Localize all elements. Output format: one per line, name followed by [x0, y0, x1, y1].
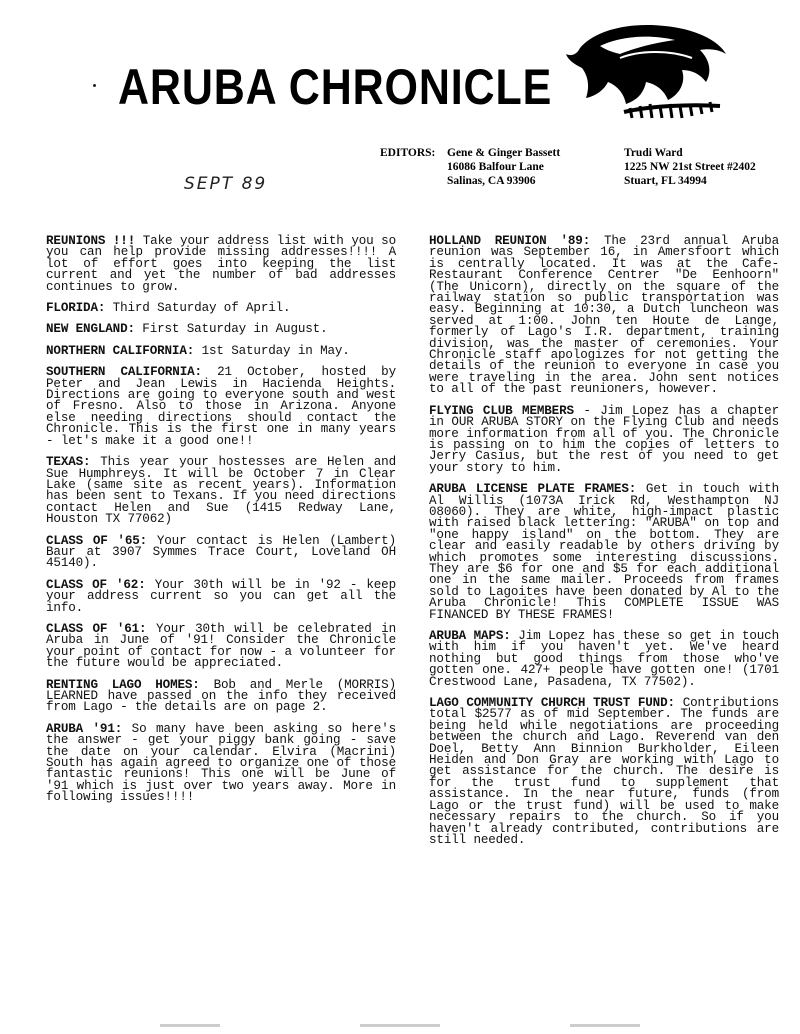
item-heading: CLASS OF '61: [46, 621, 147, 636]
item-body: So many have been asking so here's the answer - get your piggy bank going - save the date on your calendar. Elvira (Macrini) South has again agreed to organize one of those fantastic reunions! This one will be June of '91 which is just over two years away. More in following issues!!!! [46, 721, 397, 805]
editors-right-line: 1225 NW 21st Street #2402 [624, 161, 756, 173]
handwritten-date: SEPT 89 [184, 174, 268, 194]
right-column [429, 236, 779, 856]
item-heading: HOLLAND REUNION '89: [429, 234, 591, 248]
item-heading: FLYING CLUB MEMBERS [429, 403, 574, 418]
item-body: 21 October, hosted by Peter and Jean Lewis in Hacienda Heights. Directions are going to everyone south and west of Fresno. Also to those in Arizona. Anyone else needing directions should contact the Chronicle. This is the first one in many years - let's make it a good one!! [46, 365, 397, 448]
item-body: Your 30th will be in '92 - keep your address current so you can get all the info. [46, 577, 396, 615]
item-body: Contributions total $2577 as of mid September. The funds are being held while negotiations are proceeding between the church and Lago. Reverend van den Doel, Betty Ann Binnion Burkholder, Eileen Heiden and Don Gray are working with Lago to get assistance for the church. The desire is for the trust fund to supplement that assistance. In the near future, funds (from Lago or the trust fund) will be used to make necessary repairs to the church. So if you haven't already contributed, contributions are still needed. [429, 696, 779, 847]
item-heading: NEW ENGLAND: [46, 322, 135, 337]
item-heading: FLORIDA: [46, 301, 106, 316]
news-item [46, 721, 397, 805]
item-body: This year your hostesses are Helen and Sue Humphreys. It will be October 7 in Clear Lake (same site as recent years). Information has been sent to Texans. If you need directions contact Helen and Sue (1415 Redway Lane, Houston TX 77062) [46, 455, 396, 527]
editors-right-line: Stuart, FL 34994 [624, 175, 707, 187]
editors-left-address [447, 146, 560, 188]
news-item [429, 631, 779, 688]
news-item [46, 677, 396, 715]
item-body: Bob and Merle (MORRIS) LEARNED have passed on the info they received from Lago - the details are on page 2. [46, 677, 396, 715]
item-body: First Saturday in August. [134, 322, 328, 337]
news-item [429, 403, 779, 475]
mustache-logo-icon [560, 20, 730, 120]
item-body: Your 30th will be celebrated in Aruba in June of '91! Consider the Chronicle your point of contact for now - a volunteer for the future would be appreciated. [46, 621, 396, 671]
item-heading: TEXAS: [46, 455, 91, 470]
editors-left-line: 16086 Balfour Lane [447, 161, 544, 173]
item-body: Get in touch with Al Willis (1073A Irick Rd, Westhampton NJ 08060). They are white, high-impact plastic with raised black lettering: "ARUBA" on top and "one happy island" on the bottom. They are clear and easily readable by others driving by which promotes some interesting discussions. They are $6 for one and $5 for each additional one in the same mailer. Proceeds from frames sold to Lagoites have been donated by Al to the Aruba Chronicle! This COMPLETE ISSUE WAS FINANCED BY THESE FRAMES! [429, 482, 779, 622]
left-column [46, 236, 396, 814]
editors-right-line: Trudi Ward [624, 147, 683, 159]
editors-left-line: Salinas, CA 93906 [447, 175, 536, 187]
item-heading: NORTHERN CALIFORNIA: [46, 343, 195, 358]
item-heading: LAGO COMMUNITY CHURCH TRUST FUND: [429, 696, 675, 711]
item-body: 1st Saturday in May. [194, 343, 350, 358]
news-item [46, 303, 396, 314]
item-body: - Jim Lopez has a chapter in OUR ARUBA STORY on the Flying Club and needs more information from all of you. The Chronicle is passing on to him the copies of letters to Jerry Casius, but the rest of you need to get your story to him. [429, 403, 779, 475]
item-heading: CLASS OF '62: [46, 577, 146, 592]
news-item [46, 324, 396, 335]
item-heading: SOUTHERN CALIFORNIA: [46, 365, 202, 380]
item-heading: REUNIONS !!! [46, 234, 136, 248]
news-item [46, 367, 396, 447]
item-heading: CLASS OF '65: [46, 533, 148, 548]
print-speck [93, 84, 96, 87]
item-body: The 23rd annual Aruba reunion was September 16, in Amersfoort which is centrally located. It was at the Cafe-Restaurant Conference Centrer "De Eenhoorn" (The Unicorn), directly on the square of the railway station so public transportation was easy. Beginning at 10:30, a Dutch luncheon was served at 1:00. John ten Houte de Lange, formerly of Lago's I.R. department, training division, was the master of ceremonies. Your Chronicle staff apologizes for not getting the details of the reunion to everyone in case you were traveling in the area. John sent notices to all of the past reunioners, however. [429, 234, 779, 397]
item-body: Jim Lopez has these so get in touch with him if you haven't yet. We've heard nothing but good things from those who've gotten one. 427+ people have gotten one! (1701 Crestwood Lane, Pasadena, TX 77502). [429, 629, 779, 689]
item-heading: ARUBA MAPS: [429, 629, 511, 643]
news-item [429, 484, 779, 621]
item-heading: RENTING LAGO HOMES: [46, 677, 200, 692]
news-item [46, 621, 396, 671]
masthead-title: ARUBA CHRONICLE [118, 59, 553, 115]
item-body: Third Saturday of April. [105, 301, 291, 316]
editors-left-line: Gene & Ginger Bassett [447, 147, 561, 159]
news-item [429, 236, 779, 396]
news-item [46, 236, 396, 293]
news-item [429, 698, 779, 846]
item-heading: ARUBA '91: [46, 721, 123, 736]
item-body: Take your address list with you so you can help provide missing addresses!!!! A lot of effort goes into keeping the list current and yet the number of bad addresses continues to grow. [46, 234, 397, 294]
news-item [46, 457, 396, 525]
item-heading: ARUBA LICENSE PLATE FRAMES: [429, 482, 637, 497]
scan-edge-marks [150, 1024, 670, 1030]
news-item [46, 577, 396, 615]
editors-right-address [624, 146, 756, 188]
editors-label: EDITORS: [380, 147, 436, 159]
item-body: Your contact is Helen (Lambert) Baur at 3907 Symmes Trace Court, Loveland OH 45140). [46, 533, 396, 571]
news-item [46, 533, 396, 571]
news-item [46, 343, 396, 358]
